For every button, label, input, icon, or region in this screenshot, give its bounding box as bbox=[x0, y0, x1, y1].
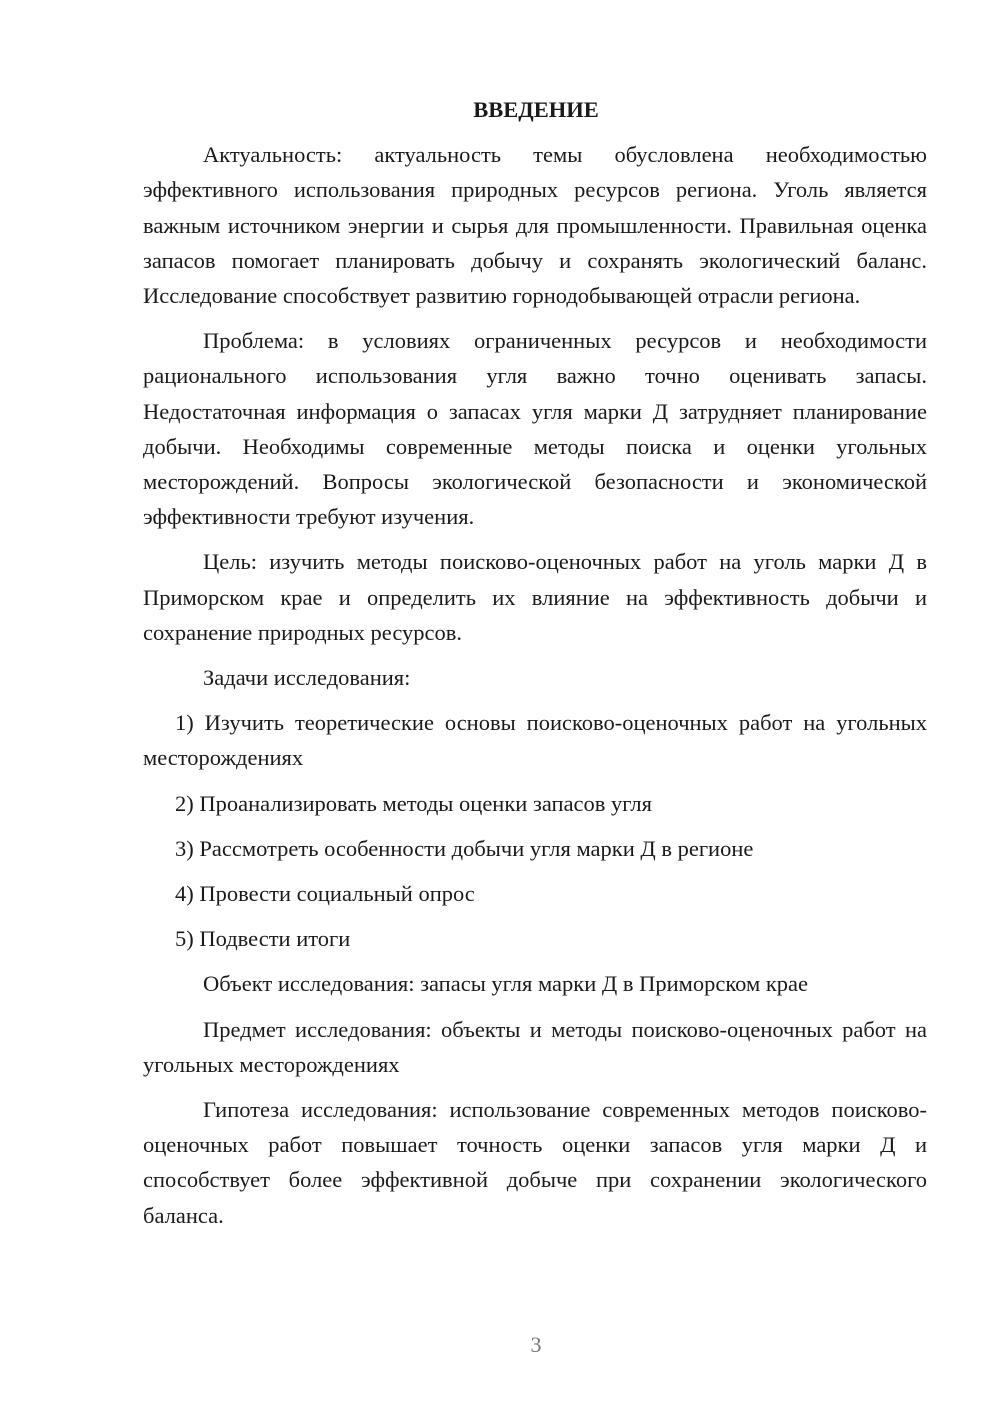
goal-paragraph: Цель: изучить методы поисково-оценочных работ на уголь марки Д в Приморском крае и определить их влияние на эффективность добычи и сохранение природных ресурсов. bbox=[143, 549, 927, 645]
problem-paragraph: Проблема: в условиях ограниченных ресурсов и необходимости рационального использования угля важно точно оценивать запасы. Недостаточная информация о запасах угля марки Д затрудняет планирование добычи. Необходимы современные методы поиска и оценки угольных месторождений. Вопросы экологической безопасности и экономической эффективности требуют изучения. bbox=[143, 328, 927, 530]
list-item: 4) Провести социальный опрос bbox=[175, 881, 475, 907]
object-paragraph: Объект исследования: запасы угля марки Д в Приморском крае bbox=[203, 971, 809, 997]
hypothesis-paragraph: Гипотеза исследования: использование современных методов поисково-оценочных работ повышает точность оценки запасов угля марки Д и способствует более эффективной добыче при сохранении экологического баланса. bbox=[143, 1097, 927, 1228]
tasks-heading: Задачи исследования: bbox=[203, 665, 411, 691]
page-number: 3 bbox=[530, 1332, 542, 1357]
page-content bbox=[143, 92, 927, 1243]
tasks-list bbox=[143, 705, 927, 956]
list-item: 1) Изучить теоретические основы поисково-оценочных работ на угольных месторождениях bbox=[143, 710, 927, 771]
relevance-paragraph: Актуальность: актуальность темы обусловлена необходимостью эффективного использования природных ресурсов региона. Уголь является важным источником энергии и сырья для промышленности. Правильная оценка запасов помогает планировать добычу и сохранять экологический баланс. Исследование способствует развитию горнодобывающей отрасли региона. bbox=[143, 142, 927, 309]
list-item: 2) Проанализировать методы оценки запасов угля bbox=[175, 790, 652, 816]
subject-paragraph: Предмет исследования: объекты и методы поисково-оценочных работ на угольных месторождениях bbox=[143, 1016, 927, 1077]
list-item: 3) Рассмотреть особенности добычи угля марки Д в регионе bbox=[175, 835, 754, 861]
list-item: 5) Подвести итоги bbox=[175, 926, 351, 952]
section-title: ВВЕДЕНИЕ bbox=[473, 97, 599, 122]
